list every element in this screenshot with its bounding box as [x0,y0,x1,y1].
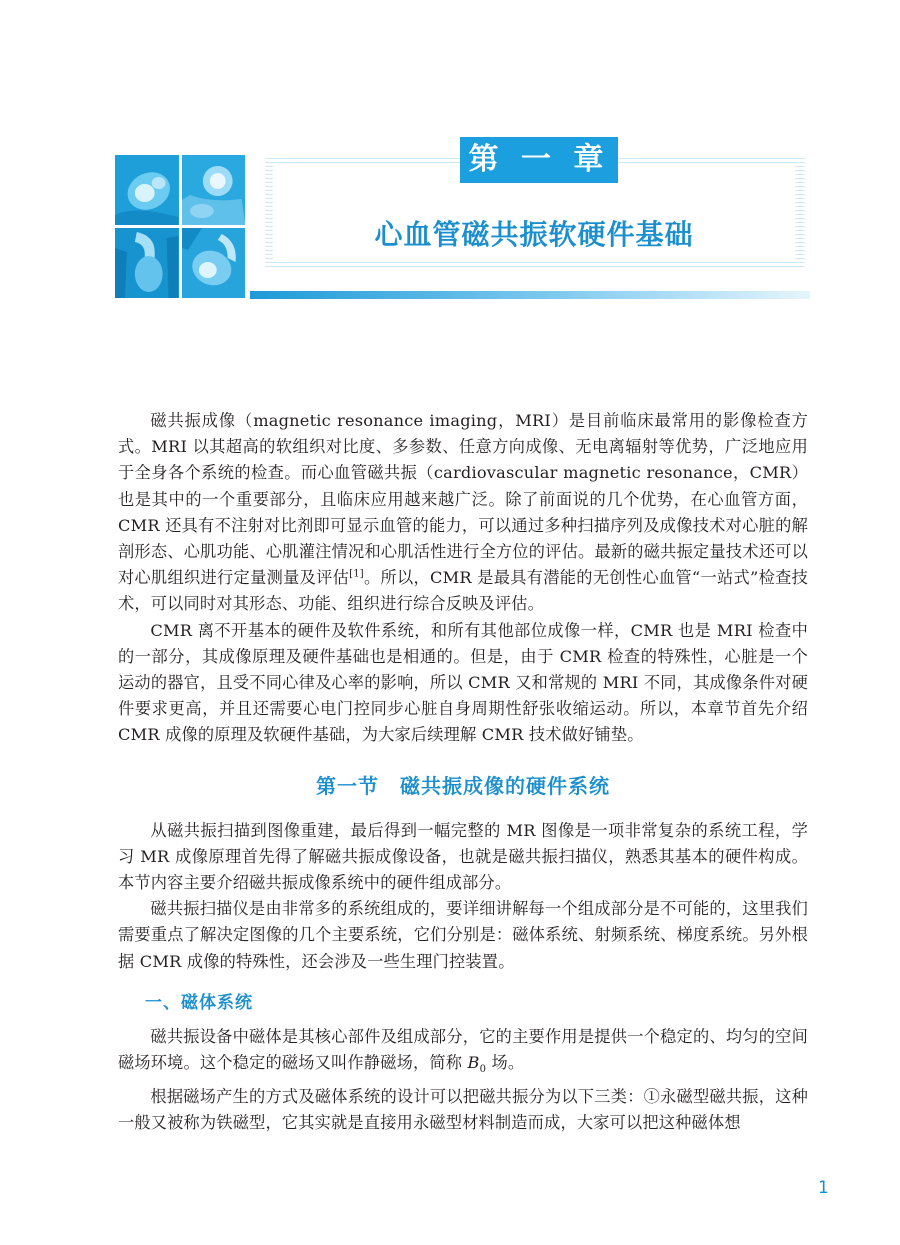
b0-subscript: 0 [479,1064,487,1076]
cardiac-mri-3ch-icon [182,228,246,298]
chapter-header [115,133,815,303]
subsection-p1-text: 磁共振设备中磁体是其核心部件及组成部分，它的主要作用是提供一个稳定的、均匀的空间磁场环境。这个稳定的磁场又叫作静磁场，简称 [118,1026,808,1073]
intro-paragraph-1 [118,408,808,618]
chapter-label: 第 一 章 [460,137,618,183]
page-number: 1 [818,1178,829,1198]
intro-paragraph-2: CMR 离不开基本的硬件及软件系统，和所有其他部位成像一样，CMR 也是 MRI 检查中的一部分，其成像原理及硬件基础也是相通的。但是，由于 CMR 检查的特殊性，心脏是一个运动的器官，且受不同心律及心率的影响，所以 CMR 又和常规的 MRI 不同，其成像条件对硬件要求更高，并且还需要心电门控同步心脏自身周期性舒张收缩运动。所以，本章节首先介绍 CMR 成像的原理及软硬件基础，为大家后续理解 CMR 技术做好铺垫。 [118,620,808,745]
cardiac-mri-aorta-icon [115,228,179,298]
subsection-title: 一、磁体系统 [145,992,253,1013]
b0-symbol [467,1053,487,1076]
intro-p1-text: 磁共振成像（magnetic resonance imaging，MRI）是目前临床最常用的影像检查方式。MRI 以其超高的软组织对比度、多参数、任意方向成像、无电离辐射等优势，广泛地应用于全身各个系统的检查。而心血管磁共振（cardiovascular magnetic resonance，CMR）也是其中的一个重要部分，且临床应用越来越广泛。除了前面说的几个优势，在心血管方面，CMR 还具有不注射对比剂即可显示血管的能力，可以通过多种扫描序列及成像技术对心脏的解剖形态、心肌功能、心肌灌注情况和心肌活性进行全方位的评估。最新的磁共振定量技术还可以对心肌组织进行定量测量及评估 [118,411,808,588]
subsection-paragraph-2: 根据磁场产生的方式及磁体系统的设计可以把磁共振分为以下三类：①永磁型磁共振，这种一般又被称为铁磁型，它其实就是直接用永磁型材料制造而成，大家可以把这种磁体想 [118,1086,808,1132]
cardiac-mri-4ch-icon [115,155,179,225]
section-paragraph-1: 从磁共振扫描到图像重建，最后得到一幅完整的 MR 图像是一项非常复杂的系统工程，学习 MR 成像原理首先得了解磁共振成像设备，也就是磁共振扫描仪，熟悉其基本的硬件构成。本节内容主要介绍磁共振成像系统中的硬件组成部分。 [118,820,808,893]
b0-letter: B [467,1053,480,1073]
page-content [118,408,808,1136]
section-paragraph-2: 磁共振扫描仪是由非常多的系统组成的，要详细讲解每一个组成部分是不可能的，这里我们需要重点了解决定图像的几个主要系统，它们分别是：磁体系统、射频系统、梯度系统。另外根据 CMR 成像的特殊性，还会涉及一些生理门控装置。 [118,899,808,971]
section-title: 第一节 磁共振成像的硬件系统 [316,773,610,798]
subsection-paragraph-1 [118,1024,808,1084]
intro-p1-text-tail: 。所以，CMR 是最具有潜能的无创性心血管“一站式”检查技术，可以同时对其形态、功能、组织进行综合反映及评估。 [118,568,808,614]
chapter-title: 心血管磁共振软硬件基础 [374,218,694,251]
cardiac-mri-short-axis-icon [182,155,246,225]
subsection-p1-tail: 场。 [486,1053,525,1073]
cardiac-mri-collage [115,155,245,298]
citation-ref-1: [1] [349,568,364,580]
header-gradient-bar [250,291,810,299]
